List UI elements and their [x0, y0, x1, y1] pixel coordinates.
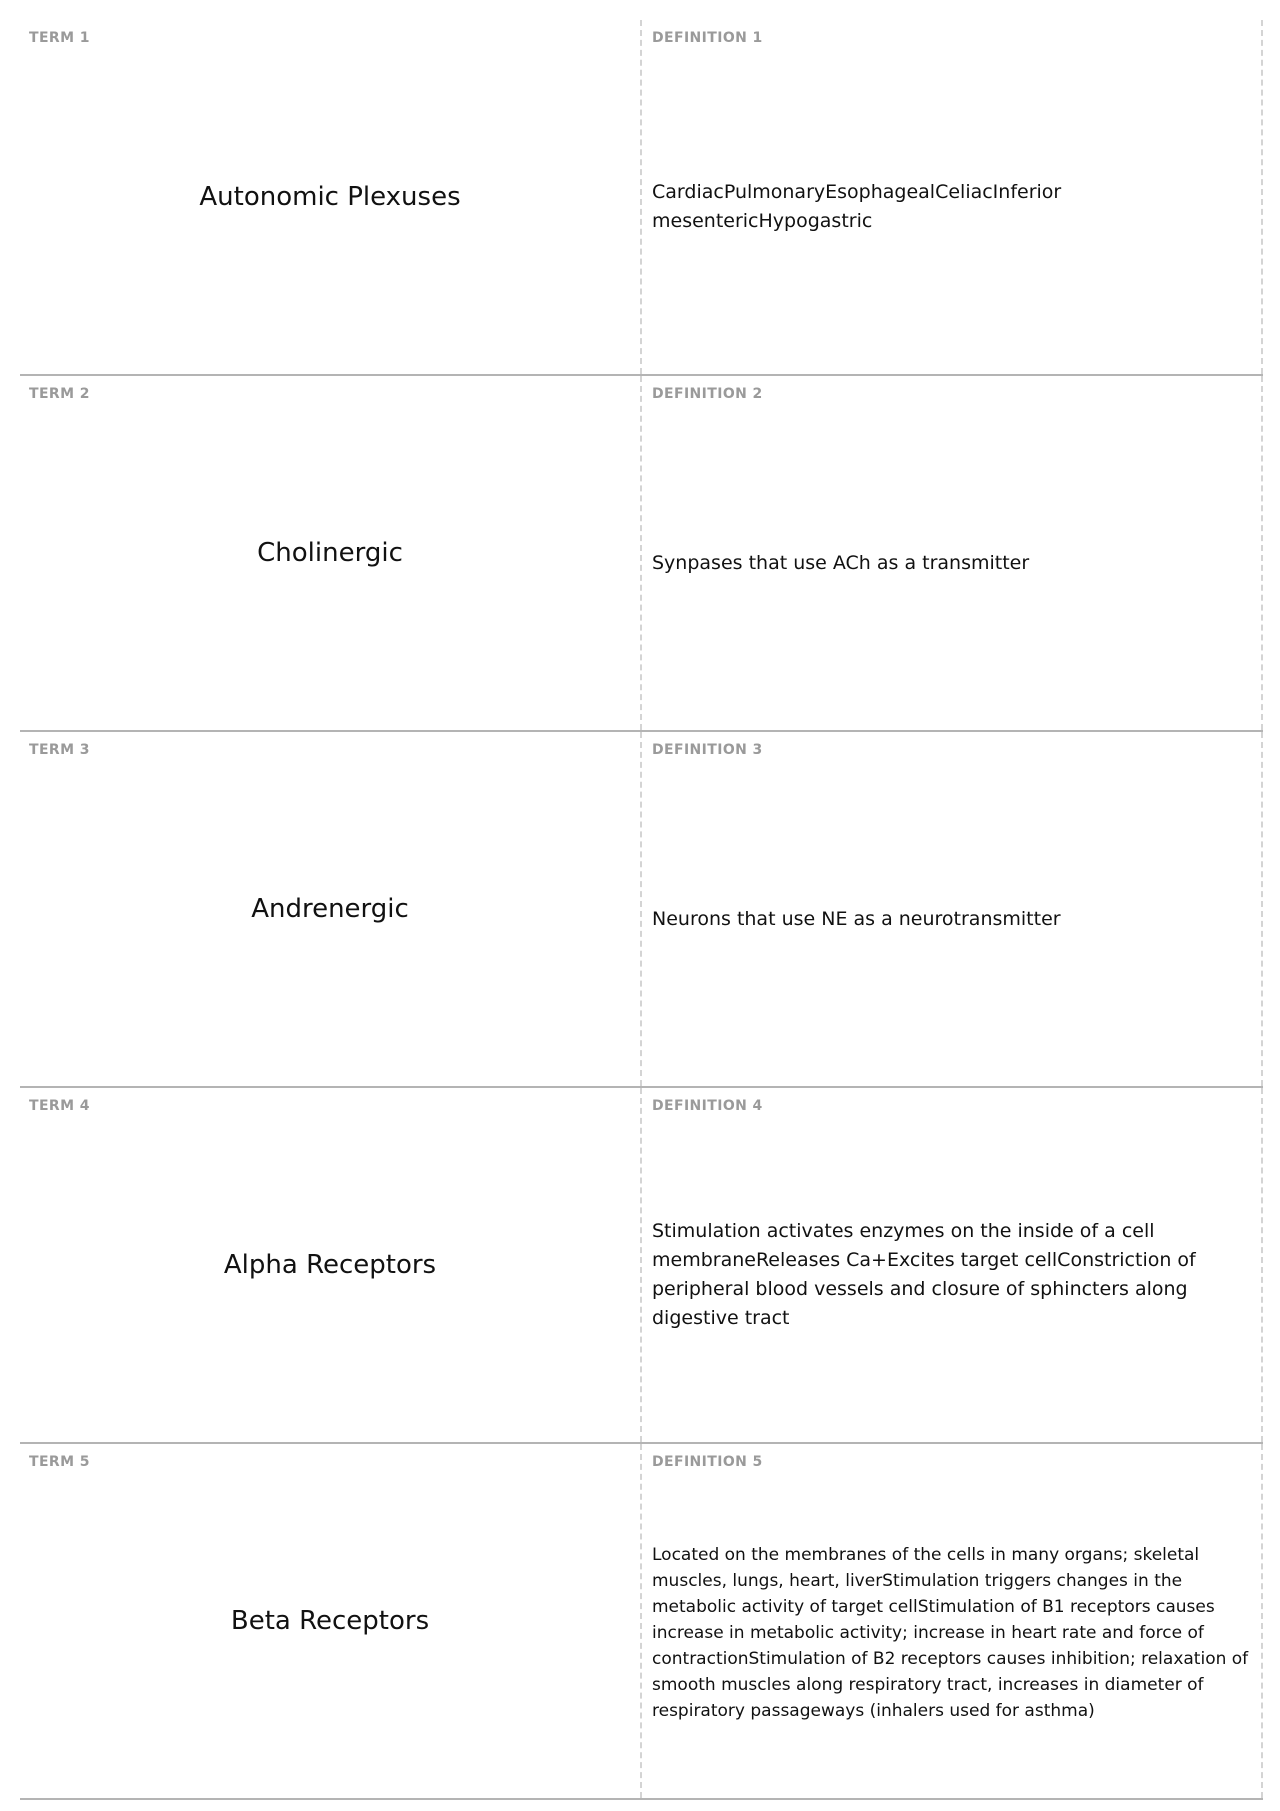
term-label-2: TERM 2: [29, 386, 90, 402]
definition-text-5: Located on the membranes of the cells in many organs; skeletal muscles, lungs, heart, liverStimulation triggers changes in the metabolic activity of target cellStimulation of B1 receptors causes increase in metabolic activity; increase in heart rate and force of contractionStimulation of B2 receptors causes inhibition; relaxation of smooth muscles along respiratory tract, increases in diameter of respiratory passageways (inhalers used for asthma): [652, 1545, 1249, 1721]
definition-text-3: Neurons that use NE as a neurotransmitter: [652, 907, 1061, 930]
term-text-3: Andrenergic: [251, 894, 409, 924]
flashcard-row-4: [20, 1088, 1263, 1444]
flashcard-row-3: [20, 732, 1263, 1088]
flashcard-row-5: [20, 1444, 1263, 1800]
term-text-4: Alpha Receptors: [223, 1250, 437, 1280]
definition-text-2: Synpases that use ACh as a transmitter: [652, 551, 1030, 574]
term-text-1: Autonomic Plexuses: [199, 182, 461, 212]
flashcard-row-2: [20, 376, 1263, 732]
definition-cell-1: [642, 20, 1263, 374]
term-cell-4: [20, 1088, 642, 1442]
definition-label-5: DEFINITION 5: [652, 1454, 763, 1470]
flashcard-row-1: [20, 20, 1263, 376]
term-text-5: Beta Receptors: [230, 1606, 430, 1636]
term-label-4: TERM 4: [29, 1098, 90, 1114]
term-cell-3: [20, 732, 642, 1086]
definition-cell-4: [642, 1088, 1263, 1442]
term-label-1: TERM 1: [29, 30, 90, 46]
definition-text-1: CardiacPulmonaryEsophagealCeliacInferior mesentericHypogastric: [652, 181, 1062, 232]
term-label-5: TERM 5: [29, 1454, 90, 1470]
definition-text-4: Stimulation activates enzymes on the inside of a cell membraneReleases Ca+Excites target cellConstriction of peripheral blood vessels and closure of sphincters along digestive tract: [652, 1220, 1196, 1329]
definition-cell-5: [642, 1444, 1263, 1798]
term-label-3: TERM 3: [29, 742, 90, 758]
definition-label-1: DEFINITION 1: [652, 30, 763, 46]
term-text-2: Cholinergic: [257, 538, 403, 568]
definition-label-3: DEFINITION 3: [652, 742, 763, 758]
term-cell-5: [20, 1444, 642, 1798]
definition-cell-2: [642, 376, 1263, 730]
definition-cell-3: [642, 732, 1263, 1086]
flashcard-sheet: [20, 20, 1263, 1800]
definition-label-4: DEFINITION 4: [652, 1098, 763, 1114]
definition-label-2: DEFINITION 2: [652, 386, 763, 402]
term-cell-2: [20, 376, 642, 730]
term-cell-1: [20, 20, 642, 374]
